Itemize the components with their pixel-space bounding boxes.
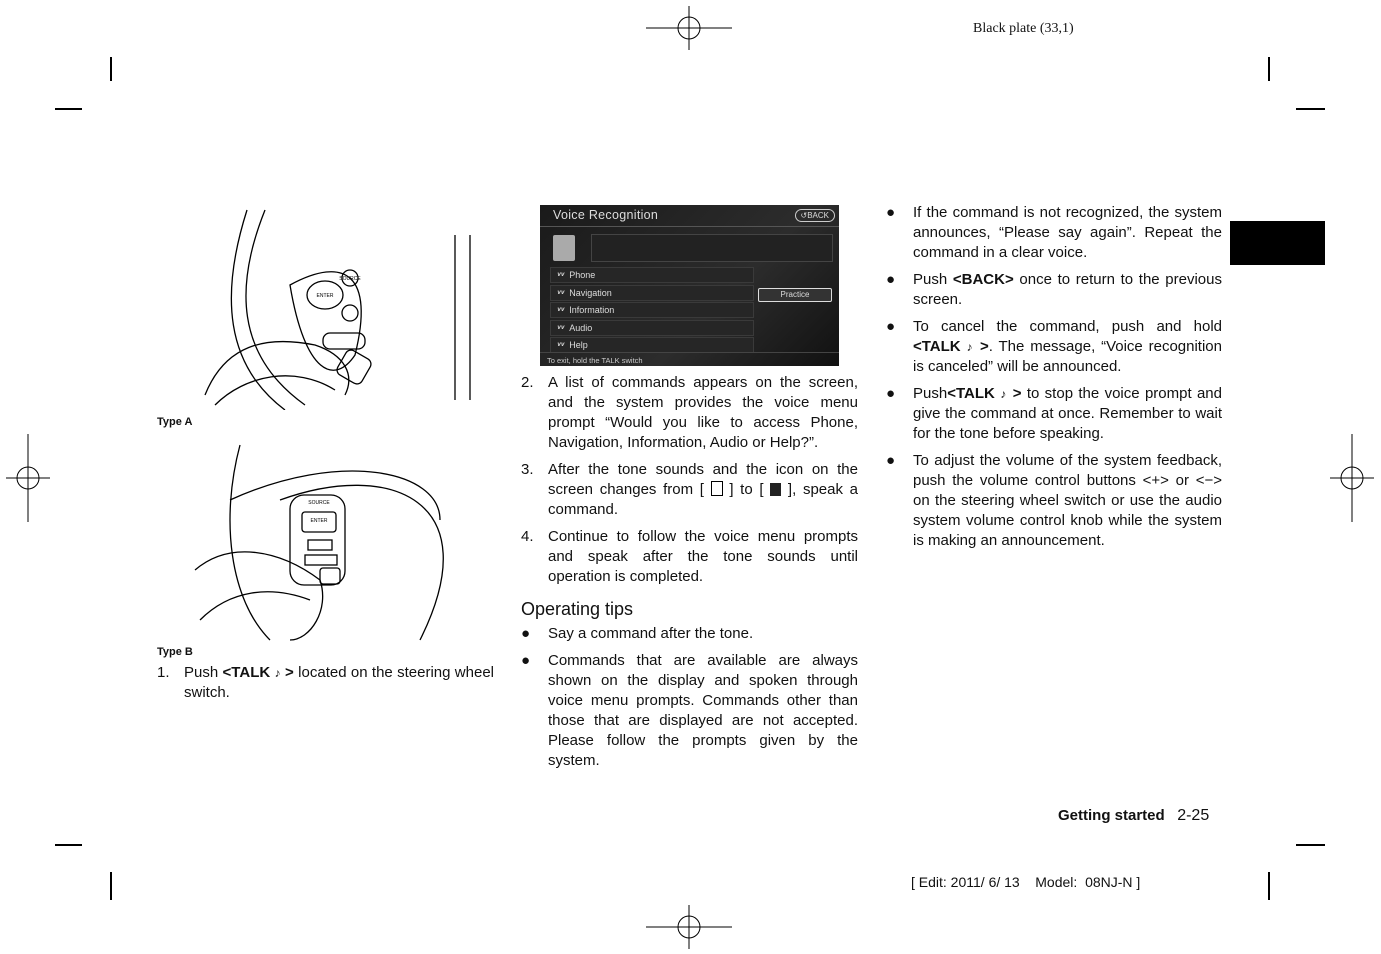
voice-face-icon [553, 235, 575, 261]
screen-footer: To exit, hold the TALK switch [547, 356, 643, 365]
wheel-a-source-label: SOURCE [339, 276, 361, 282]
voice-icon-on [770, 483, 781, 496]
page-number: 2-25 [1177, 807, 1210, 824]
tip: ● To adjust the volume of the system feedback, push the volume control buttons <+> or <−> on the steering wheel switch or use the audio system volume control knob while the system is making an announcement. [886, 452, 1222, 549]
command-help[interactable]: ᵛᵛ Help [550, 337, 754, 353]
command-audio[interactable]: ᵛᵛ Audio [550, 320, 754, 336]
wheel-b-source-label: SOURCE [308, 500, 330, 506]
step-2: 2. A list of commands appears on the screen, and the system provides the voice menu prompt “Would you like to access Phone, Navigation, Information, Audio or Help?”. [521, 374, 858, 451]
tip: ● Push<TALK ♪ > to stop the voice prompt and give the command at once. Remember to wait for the tone before speaking. [886, 385, 1222, 442]
tip: ● Commands that are available are always shown on the display and spoken through voice menu prompts. Commands other than those that are displayed are not accepted. Please follow the prompts given by the system. [521, 652, 858, 769]
tip: ● Push <BACK> once to return to the previous screen. [886, 271, 1222, 308]
wheel-a-enter-label: ENTER [316, 293, 334, 299]
voice-text-field [591, 234, 833, 262]
steps-column [521, 373, 858, 778]
tips-column [886, 203, 1222, 558]
voice-recognition-screen [540, 205, 839, 366]
type-b-label: Type B [157, 646, 193, 658]
step-3: 3. After the tone sounds and the icon on the screen changes from [ ] to [ ], speak a command. [521, 461, 858, 518]
talk-button-ref: <TALK [222, 664, 275, 681]
talk-button-ref-end: > [280, 664, 294, 681]
back-label: BACK [807, 211, 829, 220]
tip: ● If the command is not recognized, the system announces, “Please say again”. Repeat the command in a clear voice. [886, 204, 1222, 261]
command-information[interactable]: ᵛᵛ Information [550, 302, 754, 318]
voice-icon-off [711, 481, 723, 496]
steering-wheel-type-a-illustration [195, 205, 480, 410]
back-icon: ↺ [800, 211, 808, 220]
page-footer [1058, 807, 1209, 825]
section-name: Getting started [1058, 807, 1165, 824]
talk-icon: ♪ [966, 340, 975, 354]
type-a-label: Type A [157, 416, 193, 428]
step-1 [157, 663, 494, 710]
step-4: 4. Continue to follow the voice menu prompts and speak after the tone sounds until operation is completed. [521, 528, 858, 585]
practice-button[interactable]: Practice [758, 288, 832, 302]
command-list [550, 267, 754, 355]
plate-label: Black plate (33,1) [973, 21, 1074, 36]
tip: ● To cancel the command, push and hold <TALK ♪ >. The message, “Voice recognition is canceled” will be announced. [886, 318, 1222, 375]
operating-tips-heading: Operating tips [521, 599, 634, 619]
step-text: Push [184, 664, 223, 681]
command-phone[interactable]: ᵛᵛ Phone [550, 267, 754, 283]
wheel-b-enter-label: ENTER [310, 518, 328, 524]
back-button[interactable] [795, 209, 836, 222]
step-number: 1. [157, 664, 170, 681]
talk-icon: ♪ [1000, 387, 1008, 401]
section-tab [1230, 221, 1325, 265]
command-navigation[interactable]: ᵛᵛ Navigation [550, 285, 754, 301]
edit-info: [ Edit: 2011/ 6/ 13 Model: 08NJ-N ] [911, 874, 1141, 890]
talk-icon: ♪ [274, 666, 281, 680]
step-text: located on the steering wheel switch. [184, 664, 495, 701]
tip: ● Say a command after the tone. [521, 625, 754, 642]
screen-title: Voice Recognition [553, 208, 659, 222]
steering-wheel-type-b-illustration [190, 440, 490, 645]
